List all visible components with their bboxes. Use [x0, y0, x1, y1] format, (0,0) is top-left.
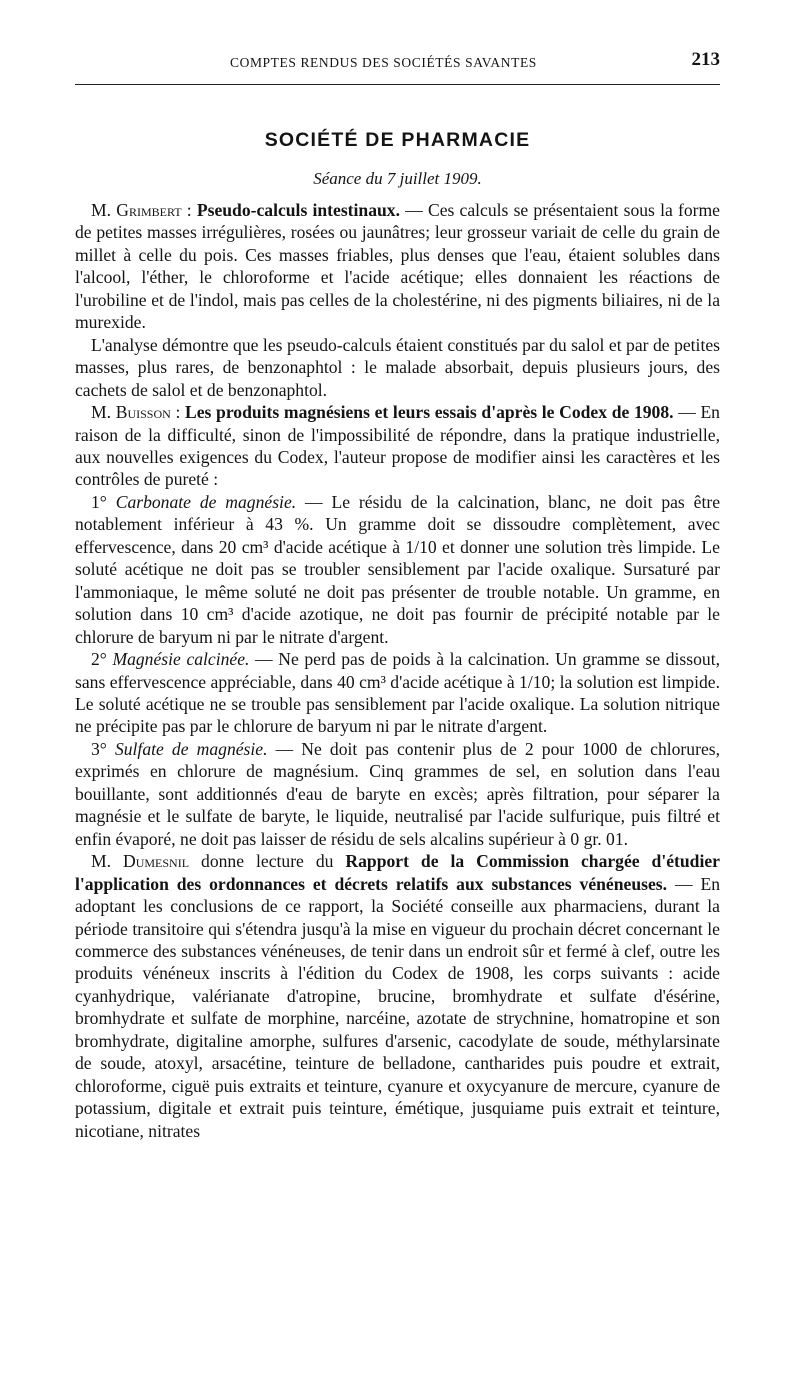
item-title: Carbonate de magnésie.	[115, 491, 297, 512]
page-number: 213	[691, 49, 720, 70]
item-text: — Ne doit pas contenir plus de 2 pour 1000 de chlorures, exprimés en chlorure de magnésium. Cinq grammes de sel, en solution dans l'eau bouillante, sont additionnés d'eau de baryte en excès; après filtration, pour séparer la magnésie et le sulfate de baryte, le liquide, neutralisé par l'acide sulfurique, puis filtré et enfin évaporé, ne doit pas laisser de résidu de sels alcalins supérieur à 0 gr. 01.	[75, 738, 721, 849]
paragraph-text: — En adoptant les conclusions de ce rapport, la Société conseille aux pharmaciens, durant la période transitoire qui s'étendra jusqu'à la mise en vigueur du prochain décret concernant le commerce des substances vénéneuses, de tenir dans un endroit sûr et fermé à clef, outre les produits vénéneux inscrits à l'édition du Codex de 1908, les corps suivants : acide cyanhydrique, valérianate d'atropine, brucine, bromhydrate et sulfate d'ésérine, bromhydrate et sulfate de morphine, narcéine, azotate de strychnine, homatropine et son bromhydrate, digitaline amorphe, sulfures d'arsenic, cacodylate de soude, méthylarsinate de soude, atoxyl, arsacétine, teinture de belladone, cantharides puis poudre et extrait, chloroforme, ciguë puis extraits et teinture, cyanure et oxycyanure de mercure, cyanure de potassium, digitale et extrait puis teinture, émétique, jusquiame puis extrait et teinture, nicotiane, nitrates	[75, 873, 720, 1141]
session-date: Séance du 7 juillet 1909.	[313, 169, 482, 188]
header-rule	[75, 84, 720, 85]
author-prefix: M.	[91, 402, 116, 423]
author-prefix: M.	[91, 851, 124, 872]
item-sulfate	[75, 738, 720, 850]
communication-title: Les produits magnésiens et leurs essais d'après le Codex de 1908.	[184, 402, 674, 423]
item-carbonate	[75, 491, 720, 648]
paragraph-text: — En raison de la difficulté, sinon de l'impossibilité de répondre, dans la pratique industrielle, aux nouvelles exigences du Codex, l'auteur propose de modifier ainsi les caractères et les contrôles de pureté :	[75, 402, 720, 490]
paragraph-analysis: L'analyse démontre que les pseudo-calculs étaient constitués par du salol et par de petites masses, plus rares, de benzonaphtol : le malade absorbait, depuis plusieurs jours, des cachets de salol et de benzonaphtol.	[75, 334, 720, 400]
author-name: Buisson	[115, 402, 171, 423]
author-name: Grimbert	[116, 200, 182, 220]
separator: :	[170, 402, 185, 423]
paragraph-dumesnil	[75, 850, 720, 1142]
article-body	[75, 199, 720, 1142]
item-title: Sulfate de magnésie.	[114, 738, 268, 759]
item-title: Magnésie calcinée.	[112, 649, 250, 670]
communication-title: Pseudo-calculs intestinaux.	[196, 200, 400, 220]
item-number: 1°	[91, 491, 116, 512]
item-magnesie	[75, 648, 720, 738]
item-text: — Ne perd pas de poids à la calcination. Un gramme se dissout, sans effervescence appréciable, dans 40 cm³ d'acide acétique à 1/10; la solution est limpide. Le soluté acétique ne se trouble pas sensiblement par l'acide oxalique. La solution nitrique ne précipite pas par le chlorure de baryum ni par le nitrate d'argent.	[75, 649, 720, 737]
paragraph-text: — Ces calculs se présentaient sous la forme de petites masses irrégulières, rosées ou jaunâtres; leur grosseur variait de celle du grain de millet à celle du pois. Ces masses friables, plus denses que l'eau, étaient solubles dans l'alcool, l'éther, le chloroforme et l'acide acétique; elles donnaient les réactions de l'urobiline et de l'indol, mais pas celles de la cholestérine, ni des pigments biliaires, ni de la murexide.	[75, 200, 720, 333]
author-name: Dumesnil	[123, 851, 190, 872]
paragraph-intro: donne lecture du	[189, 851, 346, 872]
paragraph-buisson	[75, 401, 720, 491]
separator: :	[181, 200, 197, 220]
communication-title: Rapport de la Commission chargée d'étudier l'application des ordonnances et décrets relatifs aux substances vénéneuses.	[75, 851, 720, 894]
item-text: — Le résidu de la calcination, blanc, ne doit pas être notablement inférieur à 43 %. Un gramme doit se dissoudre complètement, avec effervescence, dans 20 cm³ d'acide acétique à 1/10 et donner une solution très limpide. Le soluté acétique ne doit pas se troubler sensiblement par l'acide oxalique. Sursaturé par l'ammoniaque, le même soluté ne doit pas présenter de trouble notable. Un gramme, en solution dans 10 cm³ d'acide azotique, ne doit pas fournir de précipité notable par le chlorure de baryum ni par le nitrate d'argent.	[75, 491, 721, 647]
item-number: 2°	[91, 649, 113, 670]
running-title: COMPTES RENDUS DES SOCIÉTÉS SAVANTES	[230, 55, 537, 70]
author-prefix: M.	[91, 200, 117, 220]
item-number: 3°	[91, 738, 115, 759]
paragraph-grimbert	[75, 199, 720, 334]
running-header	[75, 0, 720, 86]
section-title: SOCIÉTÉ DE PHARMACIE	[264, 129, 531, 151]
